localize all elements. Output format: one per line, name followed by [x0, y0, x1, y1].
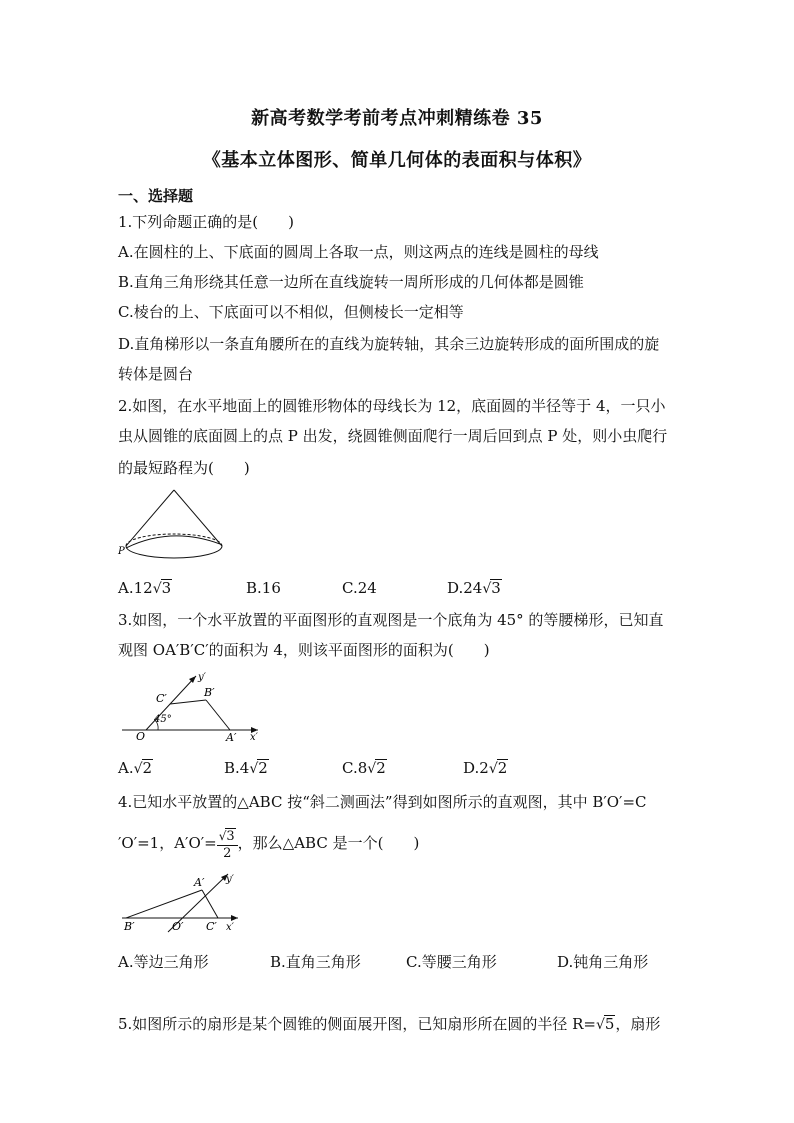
q2-option-a-radicand: 3	[161, 579, 172, 597]
q4-option-b: B.直角三角形	[270, 953, 361, 971]
q2-line2: 虫从圆锥的底面圆上的点 P 出发，绕圆锥侧面爬行一周后回到点 P 处，则小虫爬行	[118, 427, 668, 445]
q5-line1: 5.如图所示的扇形是某个圆锥的侧面展开图，已知扇形所在圆的半径 R=√5，扇形	[118, 1015, 661, 1033]
q4-line2	[118, 826, 419, 861]
q1-option-d-line2: 转体是圆台	[118, 365, 194, 383]
q3-option-b-text: B.4	[224, 759, 250, 777]
q2-option-c: C.24	[342, 579, 377, 597]
trapezoid-figure	[118, 670, 268, 744]
trapezoid-y-axis-label: y′	[198, 672, 206, 683]
page-title: 新高考数学考前考点冲刺精练卷 35	[251, 108, 543, 129]
triangle-a-label: A′	[194, 876, 205, 889]
q2-option-a-text: A.12	[118, 579, 153, 597]
q3-option-d-text: D.2	[463, 759, 489, 777]
q4-option-d: D.钝角三角形	[557, 953, 649, 971]
q3-option-a-text: A.	[118, 759, 134, 777]
q3-option-b: B.4√2	[224, 759, 268, 777]
page-subtitle: 《基本立体图形、简单几何体的表面积与体积》	[202, 150, 592, 171]
q2-line1: 2.如图，在水平地面上的圆锥形物体的母线长为 12，底面圆的半径等于 4，一只小	[118, 397, 666, 415]
triangle-o-label: O′	[172, 920, 184, 933]
trapezoid-c-label: C′	[156, 692, 167, 705]
q4-fraction-numerator: 3	[226, 828, 235, 844]
q2-option-d-text: D.24	[447, 579, 483, 597]
q1-option-a: A.在圆柱的上、下底面的圆周上各取一点，则这两点的连线是圆柱的母线	[118, 243, 599, 261]
q1-option-d-line1: D.直角梯形以一条直角腰所在的直线为旋转轴，其余三边旋转形成的面所围成的旋	[118, 335, 660, 353]
q5-line1-tail: ，扇形	[615, 1015, 661, 1033]
triangle-y-axis-label: y′	[226, 874, 234, 885]
trapezoid-a-label: A′	[226, 731, 237, 744]
q3-option-c-radicand: 2	[376, 759, 386, 777]
triangle-x-axis-label: x′	[226, 922, 234, 933]
q3-option-a-radicand: 2	[142, 759, 153, 777]
q3-option-c-text: C.8	[342, 759, 368, 777]
q3-option-a: A.√2	[118, 759, 153, 777]
trapezoid-angle-label: 45°	[154, 714, 172, 725]
triangle-b-label: B′	[124, 920, 135, 933]
q4-option-a: A.等边三角形	[118, 953, 209, 971]
q3-line1: 3.如图，一个水平放置的平面图形的直观图是一个底角为 45° 的等腰梯形，已知直	[118, 611, 664, 629]
q2-option-b: B.16	[246, 579, 281, 597]
q4-line2-text: ′O′=1，A′O′=	[118, 834, 217, 852]
q4-line1: 4.已知水平放置的△ABC 按“斜二测画法”得到如图所示的直观图，其中 B′O′=C	[118, 793, 647, 811]
q3-option-d: D.2√2	[463, 759, 508, 777]
q2-option-d: D.24√3	[447, 579, 501, 597]
q1-option-b: B.直角三角形绕其任意一边所在直线旋转一周所形成的几何体都是圆锥	[118, 273, 584, 291]
trapezoid-x-axis-label: x′	[250, 732, 258, 743]
q3-option-c: C.8√2	[342, 759, 386, 777]
triangle-figure	[118, 870, 248, 934]
q5-radicand: 5	[604, 1015, 615, 1033]
q1-stem: 1.下列命题正确的是( )	[118, 213, 295, 231]
q2-line3: 的最短路程为( )	[118, 459, 250, 477]
q5-line1-text: 5.如图所示的扇形是某个圆锥的侧面展开图，已知扇形所在圆的半径 R=	[118, 1015, 596, 1033]
cone-point-p-label: P	[118, 546, 125, 557]
q2-option-d-radicand: 3	[491, 579, 501, 597]
q3-option-b-radicand: 2	[258, 759, 268, 777]
triangle-c-label: C′	[206, 920, 217, 933]
q4-option-c: C.等腰三角形	[406, 953, 497, 971]
q1-option-c: C.棱台的上、下底面可以不相似，但侧棱长一定相等	[118, 303, 464, 321]
q4-line2-tail: ，那么△ABC 是一个( )	[237, 834, 420, 852]
cone-figure	[116, 486, 226, 564]
section-heading: 一、选择题	[118, 187, 194, 205]
q4-fraction: $\frac{√3}{2}$	[217, 828, 238, 861]
trapezoid-o-label: O	[136, 730, 146, 743]
q4-fraction-denominator: 2	[223, 845, 232, 861]
trapezoid-b-label: B′	[204, 686, 215, 699]
q2-option-a: A.12√3	[118, 579, 172, 597]
q3-option-d-radicand: 2	[497, 759, 508, 777]
q3-line2: 观图 OA′B′C′的面积为 4，则该平面图形的面积为( )	[118, 641, 490, 659]
